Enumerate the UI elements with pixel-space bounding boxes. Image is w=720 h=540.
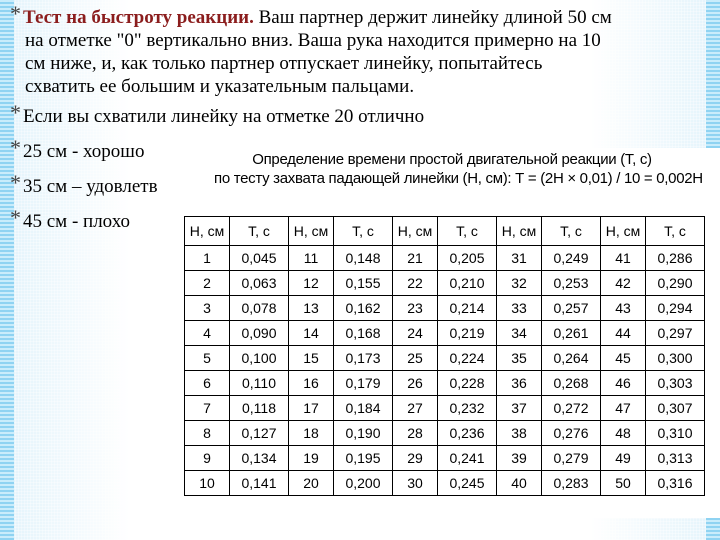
time-cell: 0,148 [334, 246, 393, 271]
bullet-star-icon: * [10, 170, 21, 195]
height-cell: 30 [393, 471, 438, 496]
height-cell: 10 [185, 471, 230, 496]
time-cell: 0,219 [438, 321, 497, 346]
time-cell: 0,195 [334, 446, 393, 471]
time-cell: 0,173 [334, 346, 393, 371]
column-header: H, см [497, 217, 542, 246]
height-cell: 50 [601, 471, 646, 496]
height-cell: 40 [497, 471, 542, 496]
time-cell: 0,279 [542, 446, 601, 471]
height-cell: 48 [601, 421, 646, 446]
time-cell: 0,272 [542, 396, 601, 421]
table-title [184, 150, 720, 188]
column-header: T, с [334, 217, 393, 246]
height-cell: 23 [393, 296, 438, 321]
table-row [185, 371, 705, 396]
height-cell: 13 [289, 296, 334, 321]
bullet-text: 45 см - плохо [23, 211, 130, 232]
height-cell: 37 [497, 396, 542, 421]
time-cell: 0,228 [438, 371, 497, 396]
time-cell: 0,078 [230, 296, 289, 321]
height-cell: 36 [497, 371, 542, 396]
time-cell: 0,264 [542, 346, 601, 371]
table-row [185, 321, 705, 346]
table-title-line-1: Определение времени простой двигательной реакции (Т, с) [252, 151, 652, 168]
height-cell: 9 [185, 446, 230, 471]
column-header: H, см [601, 217, 646, 246]
height-cell: 14 [289, 321, 334, 346]
height-cell: 44 [601, 321, 646, 346]
height-cell: 47 [601, 396, 646, 421]
time-cell: 0,141 [230, 471, 289, 496]
column-header: T, с [230, 217, 289, 246]
height-cell: 45 [601, 346, 646, 371]
height-cell: 28 [393, 421, 438, 446]
column-header: T, с [438, 217, 497, 246]
height-cell: 15 [289, 346, 334, 371]
bullet-text: 35 см – удовлетв [23, 176, 158, 197]
time-cell: 0,200 [334, 471, 393, 496]
time-cell: 0,294 [646, 296, 705, 321]
table-row [185, 446, 705, 471]
time-cell: 0,236 [438, 421, 497, 446]
reaction-time-table [184, 216, 705, 496]
time-cell: 0,276 [542, 421, 601, 446]
height-cell: 39 [497, 446, 542, 471]
time-cell: 0,063 [230, 271, 289, 296]
time-cell: 0,134 [230, 446, 289, 471]
column-header: H, см [185, 217, 230, 246]
bullet-star-icon: * [10, 100, 21, 125]
time-cell: 0,257 [542, 296, 601, 321]
height-cell: 20 [289, 471, 334, 496]
time-cell: 0,224 [438, 346, 497, 371]
height-cell: 3 [185, 296, 230, 321]
intro-heading: Тест на быстроту реакции. [23, 7, 254, 28]
time-cell: 0,168 [334, 321, 393, 346]
bullet-star-icon: * [10, 1, 21, 26]
time-cell: 0,210 [438, 271, 497, 296]
height-cell: 49 [601, 446, 646, 471]
reaction-table-panel [184, 148, 720, 518]
table-body [185, 246, 705, 496]
table-row [185, 246, 705, 271]
height-cell: 16 [289, 371, 334, 396]
time-cell: 0,127 [230, 421, 289, 446]
column-header: T, с [542, 217, 601, 246]
bullet-item-excellent [10, 100, 710, 128]
height-cell: 34 [497, 321, 542, 346]
bullet-star-icon: * [10, 205, 21, 230]
height-cell: 43 [601, 296, 646, 321]
height-cell: 1 [185, 246, 230, 271]
height-cell: 18 [289, 421, 334, 446]
time-cell: 0,249 [542, 246, 601, 271]
time-cell: 0,045 [230, 246, 289, 271]
time-cell: 0,184 [334, 396, 393, 421]
time-cell: 0,316 [646, 471, 705, 496]
height-cell: 2 [185, 271, 230, 296]
intro-line-2: на отметке "0" вертикально вниз. Ваша рука находится примерно на 10 [25, 30, 601, 51]
height-cell: 42 [601, 271, 646, 296]
height-cell: 17 [289, 396, 334, 421]
time-cell: 0,261 [542, 321, 601, 346]
bullet-star-icon: * [10, 135, 21, 160]
time-cell: 0,310 [646, 421, 705, 446]
time-cell: 0,307 [646, 396, 705, 421]
height-cell: 6 [185, 371, 230, 396]
time-cell: 0,110 [230, 371, 289, 396]
height-cell: 32 [497, 271, 542, 296]
time-cell: 0,232 [438, 396, 497, 421]
column-header: T, с [646, 217, 705, 246]
time-cell: 0,268 [542, 371, 601, 396]
time-cell: 0,100 [230, 346, 289, 371]
time-cell: 0,300 [646, 346, 705, 371]
intro-paragraph [10, 1, 710, 98]
time-cell: 0,155 [334, 271, 393, 296]
height-cell: 41 [601, 246, 646, 271]
table-title-line-2: по тесту захвата падающей линейки (Н, см): Т = (2Н × 0,01) / 10 = 0,002Н [214, 170, 703, 187]
height-cell: 12 [289, 271, 334, 296]
time-cell: 0,205 [438, 246, 497, 271]
time-cell: 0,303 [646, 371, 705, 396]
time-cell: 0,179 [334, 371, 393, 396]
height-cell: 4 [185, 321, 230, 346]
height-cell: 46 [601, 371, 646, 396]
height-cell: 8 [185, 421, 230, 446]
bullet-text: 25 см - хорошо [23, 141, 145, 162]
time-cell: 0,245 [438, 471, 497, 496]
time-cell: 0,286 [646, 246, 705, 271]
intro-line-1: Ваш партнер держит линейку длиной 50 см [253, 7, 612, 28]
table-row [185, 296, 705, 321]
height-cell: 33 [497, 296, 542, 321]
intro-line-4: схватить ее большим и указательным пальцами. [25, 76, 415, 97]
table-header-row [185, 217, 705, 246]
time-cell: 0,290 [646, 271, 705, 296]
time-cell: 0,241 [438, 446, 497, 471]
column-header: H, см [393, 217, 438, 246]
intro-line-3: см ниже, и, как только партнер отпускает линейку, попытайтесь [25, 53, 543, 74]
time-cell: 0,162 [334, 296, 393, 321]
time-cell: 0,190 [334, 421, 393, 446]
height-cell: 7 [185, 396, 230, 421]
height-cell: 11 [289, 246, 334, 271]
column-header: H, см [289, 217, 334, 246]
time-cell: 0,118 [230, 396, 289, 421]
height-cell: 31 [497, 246, 542, 271]
table-row [185, 471, 705, 496]
time-cell: 0,283 [542, 471, 601, 496]
height-cell: 19 [289, 446, 334, 471]
height-cell: 21 [393, 246, 438, 271]
time-cell: 0,214 [438, 296, 497, 321]
time-cell: 0,297 [646, 321, 705, 346]
height-cell: 5 [185, 346, 230, 371]
table-row [185, 421, 705, 446]
time-cell: 0,090 [230, 321, 289, 346]
bullet-text: Если вы схватили линейку на отметке 20 отлично [23, 106, 425, 127]
height-cell: 24 [393, 321, 438, 346]
height-cell: 29 [393, 446, 438, 471]
height-cell: 22 [393, 271, 438, 296]
time-cell: 0,313 [646, 446, 705, 471]
table-row [185, 271, 705, 296]
time-cell: 0,253 [542, 271, 601, 296]
table-row [185, 346, 705, 371]
height-cell: 35 [497, 346, 542, 371]
height-cell: 25 [393, 346, 438, 371]
height-cell: 26 [393, 371, 438, 396]
height-cell: 27 [393, 396, 438, 421]
table-row [185, 396, 705, 421]
height-cell: 38 [497, 421, 542, 446]
